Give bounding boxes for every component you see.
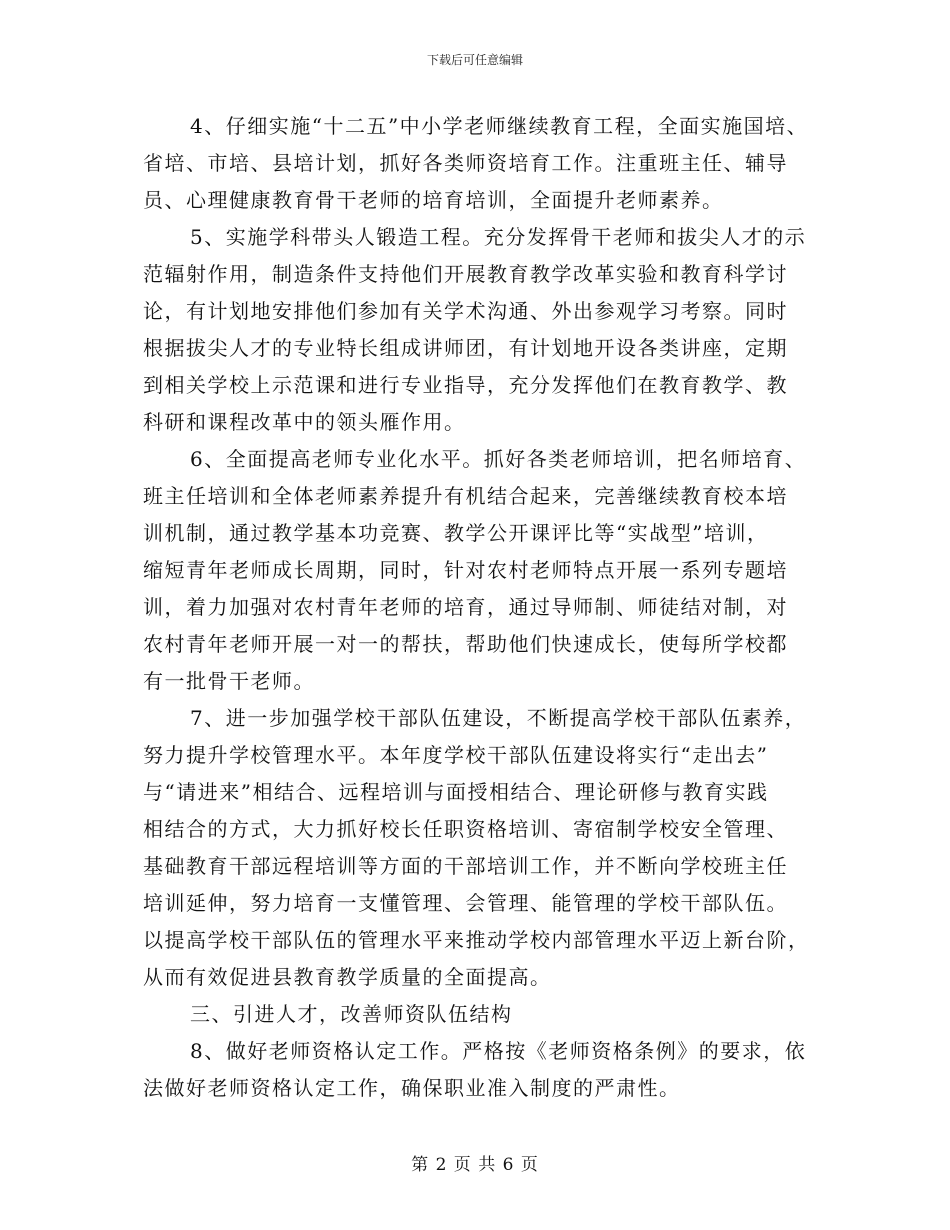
text-line: 省培、市培、县培计划，抓好各类师资培育工作。注重班主任、辅导: [143, 151, 788, 175]
text-line: 论，有计划地安排他们参加有关学术沟通、外出参观学习考察。同时: [143, 299, 788, 323]
page-number-footer: 第 2 页 共 6 页: [411, 1155, 539, 1175]
text-line: 法做好老师资格认定工作，确保职业准入制度的严肃性。: [143, 1076, 681, 1100]
text-line: 相结合的方式，大力抓好校长任职资格培训、寄宿制学校安全管理、: [143, 817, 788, 841]
text-line: 从而有效促进县教育教学质量的全面提高。: [143, 965, 552, 989]
text-line: 以提高学校干部队伍的管理水平来推动学校内部管理水平迈上新台阶，: [143, 928, 810, 952]
text-line: 6、全面提高老师专业化水平。抓好各类老师培训，把名师培育、: [190, 447, 807, 471]
paragraph-item-6: [143, 441, 843, 700]
text-line: 基础教育干部远程培训等方面的干部培训工作，并不断向学校班主任: [143, 854, 788, 878]
text-line: 根据拔尖人才的专业特长组成讲师团，有计划地开设各类讲座，定期: [143, 336, 788, 360]
section-heading-text: 三、引进人才，改善师资队伍结构: [190, 1002, 513, 1026]
text-line: 到相关学校上示范课和进行专业指导，充分发挥他们在教育教学、教: [143, 373, 788, 397]
text-line: 训机制，通过教学基本功竞赛、教学公开课评比等“实战型”培训，: [143, 521, 769, 545]
paragraph-item-4: [143, 108, 843, 219]
text-line: 训，着力加强对农村青年老师的培育，通过导师制、师徒结对制，对: [143, 595, 788, 619]
page-header-note: 下载后可任意编辑: [426, 53, 523, 67]
section-heading: [143, 996, 843, 1033]
text-line: 有一批骨干老师。: [143, 669, 315, 693]
text-line: 7、进一步加强学校干部队伍建设，不断提高学校干部队伍素养，: [190, 706, 807, 730]
text-line: 农村青年老师开展一对一的帮扶，帮助他们快速成长，使每所学校都: [143, 632, 788, 656]
text-line: 与“请进来”相结合、远程培训与面授相结合、理论研修与教育实践: [143, 780, 769, 804]
text-line: 范辐射作用，制造条件支持他们开展教育教学改革实验和教育科学讨: [143, 262, 788, 286]
paragraph-item-7: [143, 700, 843, 996]
text-line: 4、仔细实施“十二五”中小学老师继续教育工程，全面实施国培、: [190, 114, 809, 138]
text-line: 缩短青年老师成长周期，同时，针对农村老师特点开展一系列专题培: [143, 558, 788, 582]
document-body: [143, 108, 843, 1107]
text-line: 8、做好老师资格认定工作。严格按《老师资格条例》的要求，依: [190, 1039, 807, 1063]
text-line: 努力提升学校管理水平。本年度学校干部队伍建设将实行“走出去”: [143, 743, 769, 767]
text-line: 班主任培训和全体老师素养提升有机结合起来，完善继续教育校本培: [143, 484, 788, 508]
text-line: 员、心理健康教育骨干老师的培育培训，全面提升老师素养。: [143, 188, 724, 212]
text-line: 科研和课程改革中的领头雁作用。: [143, 410, 466, 434]
paragraph-item-8: [143, 1033, 843, 1107]
paragraph-item-5: [143, 219, 843, 441]
text-line: 培训延伸，努力培育一支懂管理、会管理、能管理的学校干部队伍。: [143, 891, 788, 915]
text-line: 5、实施学科带头人锻造工程。充分发挥骨干老师和拔尖人才的示: [190, 225, 807, 249]
